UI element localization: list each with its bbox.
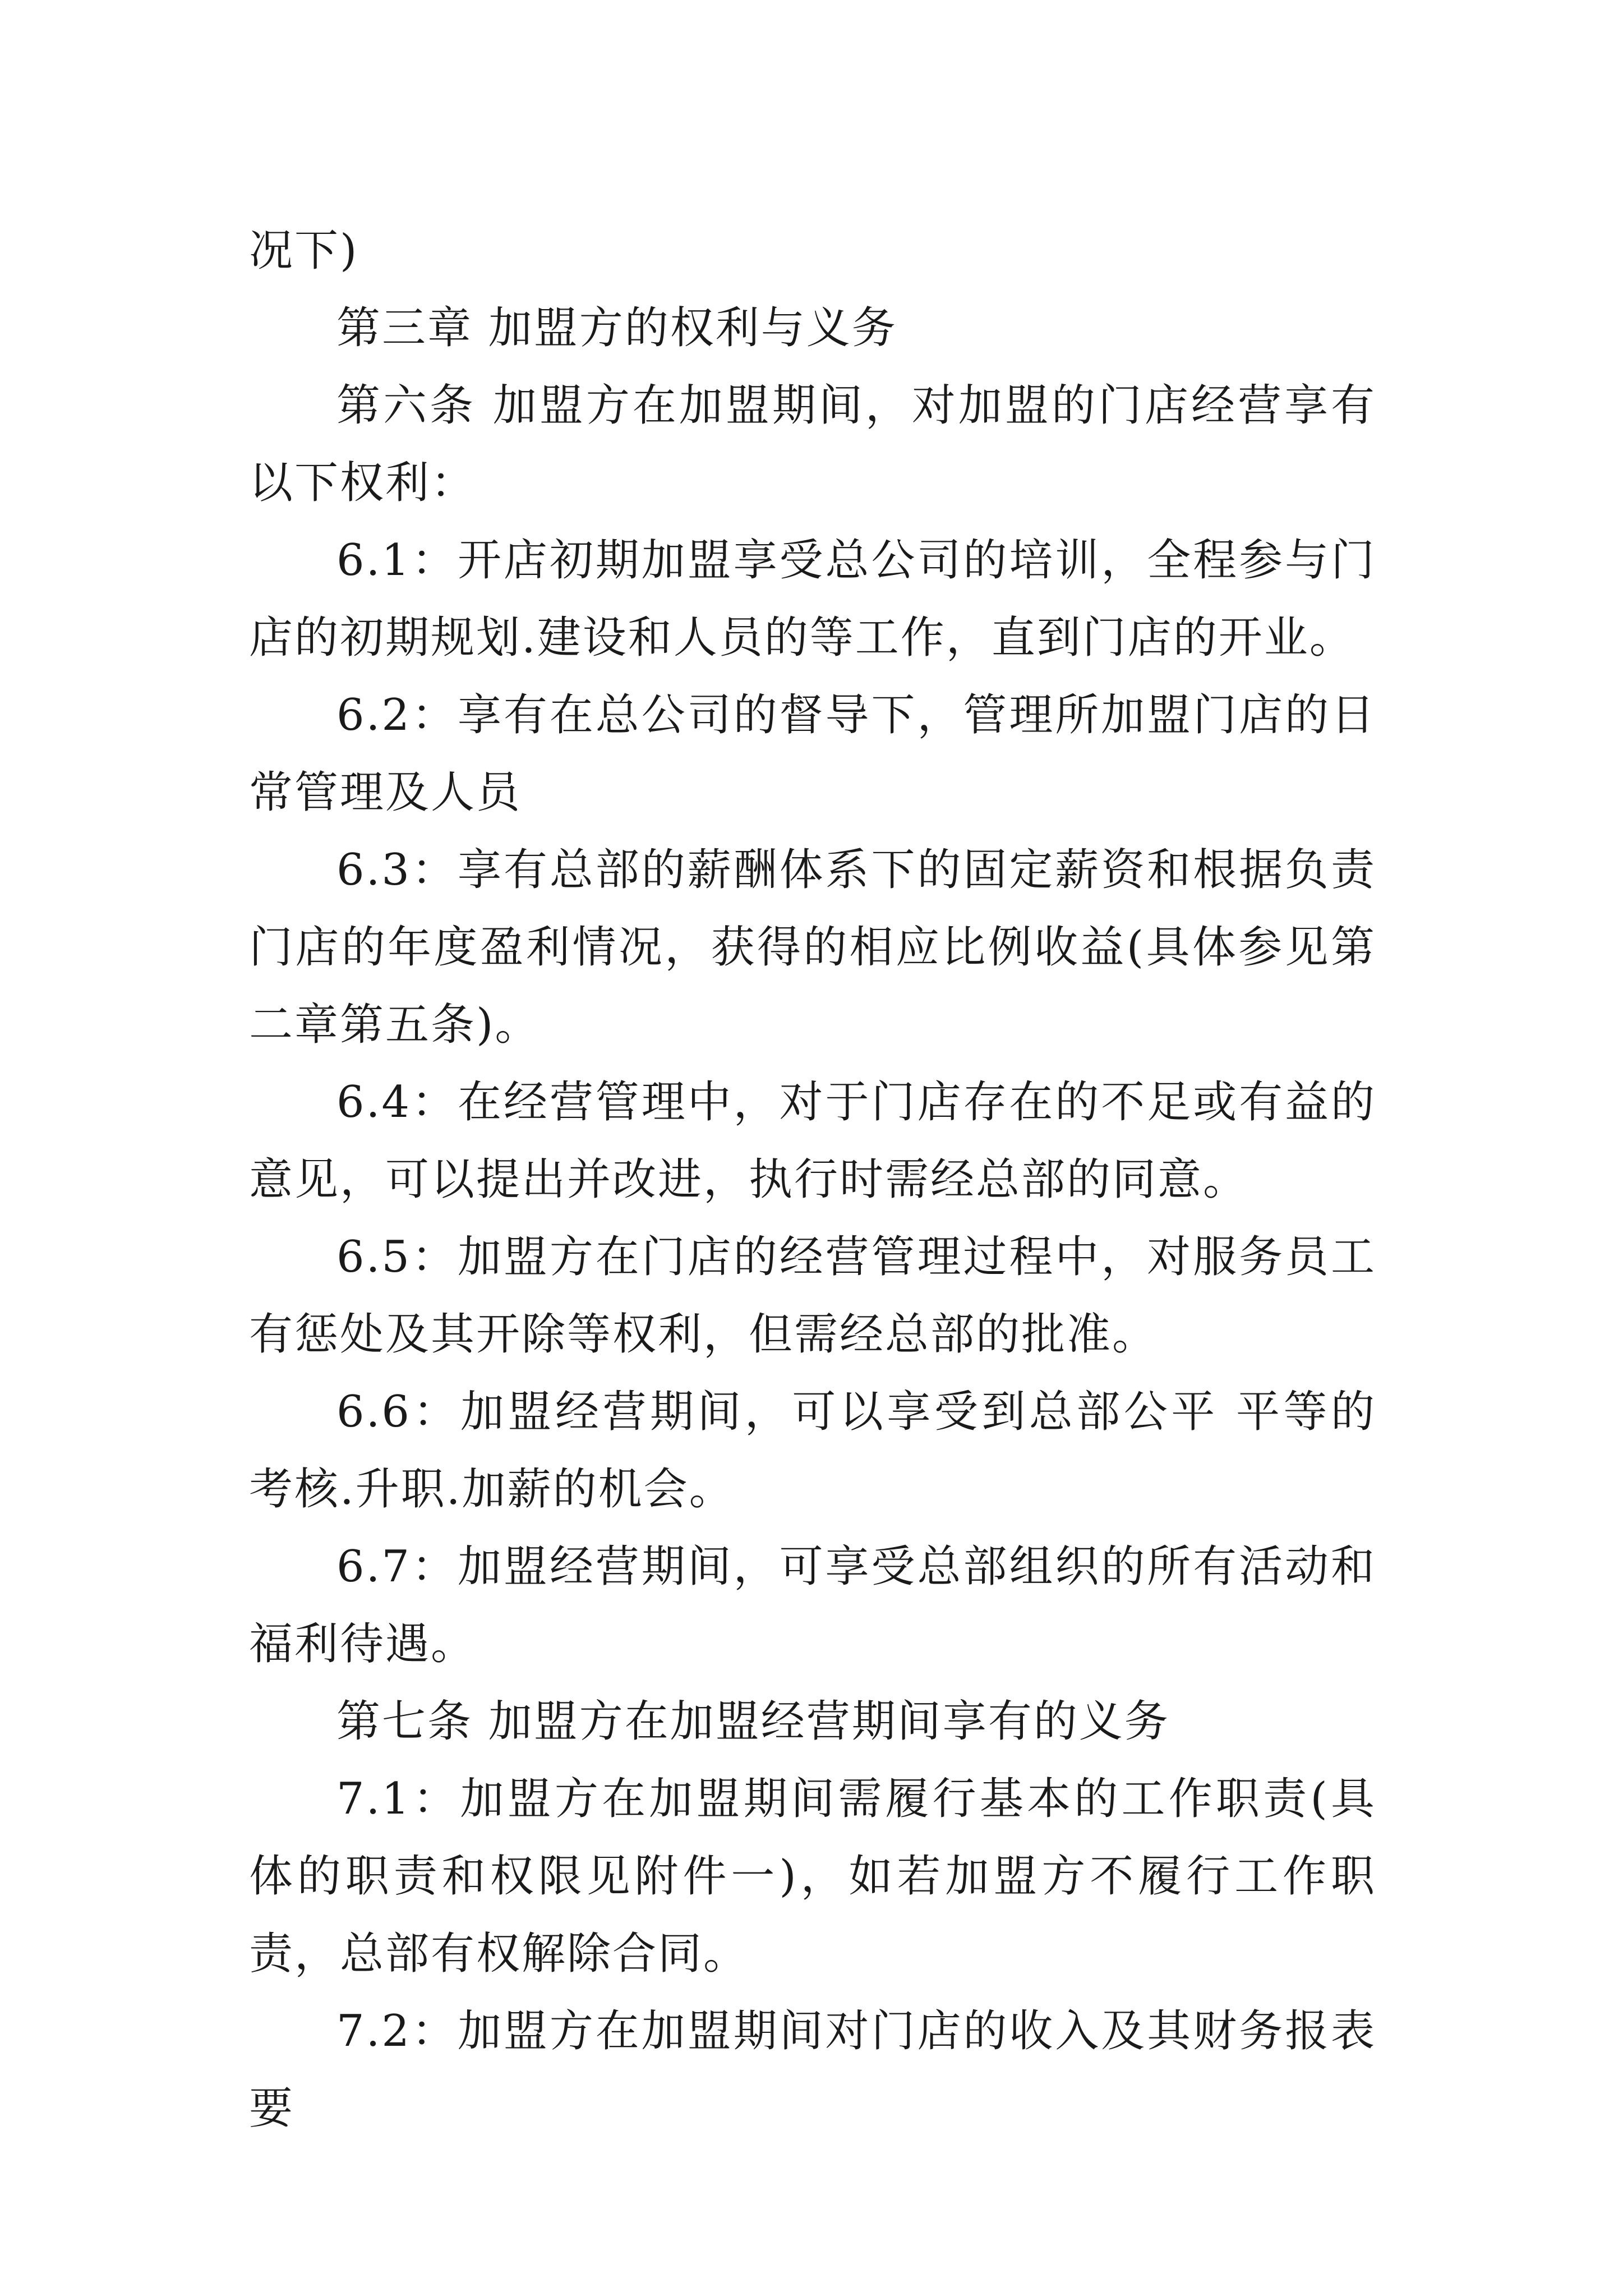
clause-7-2: 7.2：加盟方在加盟期间对门店的收入及其财务报表要	[249, 2006, 1376, 2134]
clause-6-6: 6.6：加盟经营期间，可以享受到总部公平 平等的考核.升职.加薪的机会。	[249, 1387, 1376, 1515]
clause-6-1: 6.1：开店初期加盟享受总公司的培训，全程参与门店的初期规划.建设和人员的等工作，直到门店的开业。	[249, 535, 1376, 663]
clause-6-2: 6.2：享有在总公司的督导下，管理所加盟门店的日常管理及人员	[249, 690, 1376, 818]
chapter-heading: 第三章 加盟方的权利与义务	[336, 303, 897, 353]
clause-7-1: 7.1：加盟方在加盟期间需履行基本的工作职责(具体的职责和权限见附件一)，如若加盟方不履行工作职责，总部有权解除合同。	[249, 1774, 1376, 1979]
document-body	[249, 212, 1376, 2147]
clause-6-3: 6.3：享有总部的薪酬体系下的固定薪资和根据负责门店的年度盈利情况，获得的相应比例收益(具体参见第二章第五条)。	[249, 845, 1376, 1050]
article-six: 第六条 加盟方在加盟期间，对加盟的门店经营享有以下权利：	[249, 380, 1376, 508]
clause-6-7: 6.7：加盟经营期间，可享受总部组织的所有活动和福利待遇。	[249, 1542, 1376, 1669]
article-seven: 第七条 加盟方在加盟经营期间享有的义务	[336, 1696, 1170, 1747]
clause-6-5: 6.5：加盟方在门店的经营管理过程中，对服务员工有惩处及其开除等权利，但需经总部的批准。	[249, 1232, 1376, 1360]
clause-6-4: 6.4：在经营管理中，对于门店存在的不足或有益的意见，可以提出并改进，执行时需经总部的同意。	[249, 1077, 1376, 1205]
paragraph-continuation: 况下)	[249, 226, 359, 276]
